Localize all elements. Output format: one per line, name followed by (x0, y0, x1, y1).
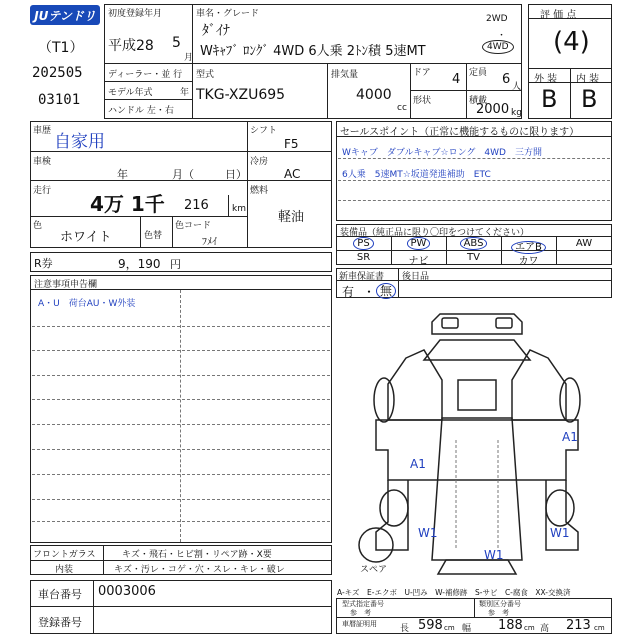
front-glass-label: フロントガラス (33, 550, 96, 560)
ac-value: AC (284, 167, 301, 181)
equipment-label: 装備品（純正品に限り〇印をつけてください） (340, 228, 530, 238)
notes-line-1: A・U 荷台AU・W外装 (38, 299, 136, 309)
usage-value: 自家用 (54, 132, 105, 152)
model-year-label: モデル年式 (108, 88, 153, 98)
sales-point-line-1: Wキャブ ダブルキャブ☆ロング 4WD 三方開 (342, 148, 542, 158)
recycle-label: R券 (34, 257, 53, 270)
damage-mark-a1-left: A1 (410, 457, 426, 471)
equip-tv: TV (467, 252, 480, 263)
damage-mark-w1-left: W1 (418, 526, 438, 540)
length-value: 598 (418, 618, 443, 633)
header-frame (104, 4, 522, 119)
class-number-ref: 参 考 (488, 609, 509, 617)
warranty-yes: 有 (342, 285, 355, 299)
displacement-unit: cc (397, 103, 407, 113)
equip-navi: ナビ (408, 256, 429, 267)
certificate-label: 車暦証明用 (342, 620, 377, 628)
model-label: 型式 (196, 70, 215, 80)
interior-cond-label: 内装 (55, 565, 74, 575)
auction-logo: JUテンドリ (30, 5, 100, 25)
shift-label: シフト (250, 126, 278, 136)
lot-number: 03101 (38, 92, 81, 108)
inspection-year-unit: 年 (117, 168, 128, 181)
equip-abs: ABS (446, 238, 501, 249)
model-designation-ref: 参 考 (350, 609, 371, 617)
car-grade: Wｷｬﾌﾞ ﾛﾝｸﾞ 4WD 6人乗 2ﾄﾝ積 5速MT (200, 44, 426, 59)
recycle-value: 9，190 (118, 257, 161, 271)
equip-sr: SR (356, 252, 371, 263)
damage-mark-a1-right: A1 (562, 430, 578, 444)
overall-score: (4) (553, 27, 590, 57)
height-unit: cm (594, 624, 605, 632)
load-capacity: 2000 (476, 102, 510, 117)
ac-label: 冷房 (250, 157, 269, 167)
drive-2wd: 2WD (486, 14, 508, 24)
height-label: 高 (540, 624, 550, 634)
sales-point-line-2: 6人乗 5速MT☆坂道発進補助 ETC (342, 170, 491, 180)
inspection-label: 車検 (33, 157, 52, 167)
recycle-box (30, 252, 332, 272)
inspection-day-unit: 日） (225, 168, 247, 181)
equip-pw: PW (391, 238, 446, 249)
model-code: TKG-XZU695 (196, 87, 286, 103)
warranty-separator: ・ (363, 285, 376, 299)
exterior-grade: B (541, 85, 558, 113)
color-label: 色 (33, 221, 43, 231)
capacity: 6 (502, 72, 511, 87)
interior-cond-value: キズ・汚レ・コゲ・穴・スレ・キレ・破レ (114, 565, 285, 575)
model-year-unit: 年 (180, 88, 190, 98)
date-code: 202505 (32, 65, 83, 81)
dealer-label: ディーラー・並 行 (108, 70, 183, 80)
color-code: ﾌﾒｲ (202, 237, 217, 248)
interior-label: 内 装 (576, 74, 600, 85)
color-value: ホワイト (60, 230, 112, 245)
width-label: 幅 (462, 624, 472, 634)
damage-mark-w1-right: W1 (550, 526, 570, 540)
post-item-label: 後日品 (402, 272, 430, 282)
door-count: 4 (452, 72, 461, 87)
equip-airbag: エアB (501, 238, 556, 253)
capacity-unit: 人 (512, 82, 522, 92)
mileage-label: 走行 (33, 186, 52, 196)
shift-value: F5 (284, 137, 299, 151)
height-value: 213 (566, 618, 591, 633)
load-label: 積載 (469, 96, 488, 106)
recycle-unit: 円 (170, 258, 181, 271)
drive-4wd-circled: 4WD (482, 40, 514, 54)
spare-label: スペア (360, 565, 388, 575)
model-designation-label: 型式指定番号 (342, 600, 384, 608)
damage-mark-w1-rear: W1 (484, 548, 504, 562)
length-label: 長 (400, 624, 410, 634)
equip-ps: PS (336, 238, 391, 249)
exterior-label: 外 装 (534, 74, 558, 85)
frame-number-label: 車台番号 (38, 588, 82, 601)
notes-label: 注意事項申告欄 (34, 280, 98, 290)
first-reg-label: 初度登録年月 (108, 9, 163, 19)
mileage-sub: 216 (184, 198, 209, 213)
mileage-unit: km (232, 204, 246, 214)
fuel-label: 燃料 (250, 186, 269, 196)
car-name-label: 車名・グレード (196, 9, 260, 19)
registration-number-label: 登録番号 (38, 616, 82, 629)
frame-number: 0003006 (98, 584, 156, 599)
displacement: 4000 (356, 87, 392, 103)
class-number-label: 類別区分番号 (479, 600, 521, 608)
notes-box (30, 275, 332, 543)
width-value: 188 (498, 618, 523, 633)
inspection-month-unit: 月（ (172, 168, 194, 181)
reg-month-unit: 月 (184, 53, 194, 63)
sales-points-label: セールスポイント（正常に機能するものに限ります） (340, 127, 580, 138)
damage-legend: A-キズ E-エクボ U-凹み W-補修跡 S-サビ C-腐食 XX-交換済 (337, 588, 571, 597)
reg-month: 5 (172, 35, 181, 51)
length-unit: cm (444, 624, 455, 632)
car-name: ﾀﾞｲﾅ (202, 23, 230, 39)
equip-aw: AW (575, 238, 593, 249)
fuel-value: 軽油 (278, 210, 305, 225)
front-glass-value: キズ・飛石・ヒビ割・リペア跡・X要 (122, 550, 272, 560)
drive-separator: ・ (497, 31, 507, 41)
width-unit: cm (524, 624, 535, 632)
color-code-label: 色コード (175, 221, 212, 231)
lane-code: （T1） (38, 40, 84, 56)
interior-grade: B (581, 85, 598, 113)
warranty-label: 新車保証書 (339, 272, 385, 282)
color-change-label: 色替 (144, 231, 163, 241)
warranty-no: 無 (376, 282, 396, 299)
displacement-label: 排気量 (331, 70, 359, 80)
equip-leather: カワ (518, 256, 539, 267)
reg-era: 平成28 (108, 38, 154, 54)
handle-label: ハンドル 左・右 (108, 106, 174, 116)
door-label: ドア (413, 68, 431, 78)
shape-label: 形状 (413, 96, 432, 106)
usage-label: 車歴 (33, 126, 52, 136)
grade-label: 評 価 点 (540, 10, 577, 21)
mileage-main: 4万 1千 (90, 192, 165, 216)
capacity-label: 定員 (469, 68, 488, 78)
load-unit: kg (511, 108, 522, 118)
